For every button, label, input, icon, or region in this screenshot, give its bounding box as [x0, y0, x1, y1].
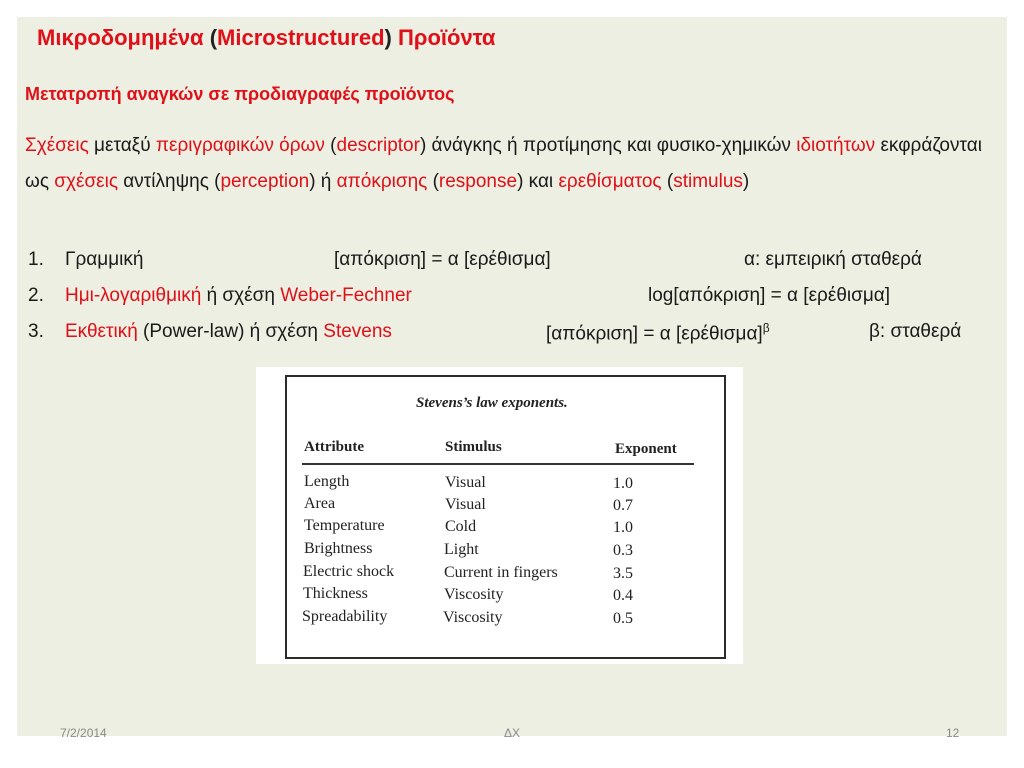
- footer-center: ΔΧ: [504, 726, 521, 740]
- table-cell: 3.5: [613, 565, 633, 582]
- footer-page-number: 12: [946, 726, 960, 740]
- list-item-text: Ημι-λογαριθμική ή σχέση Weber-Fechner: [65, 285, 412, 306]
- list-number: 1.: [28, 249, 44, 270]
- list-item-formula: [απόκριση] = α $[\varepsilon\rho έ\theta\iota\sigma\mu\alpha]^\beta$: [546, 321, 770, 345]
- table-cell: Current in fingers: [444, 564, 558, 581]
- table-cell: 0.4: [613, 587, 633, 604]
- table-cell: Light: [444, 541, 479, 558]
- table-cell: Viscosity: [444, 586, 504, 603]
- table-header-attribute: Attribute: [304, 439, 364, 455]
- list-item-text: Εκθετική (Power-law) ή σχέση Stevens: [65, 321, 392, 342]
- table-title: Stevens’s law exponents.: [416, 395, 568, 411]
- list-item-name: Γραμμική: [65, 249, 144, 270]
- intro-paragraph: Σχέσεις μεταξύ περιγραφικών όρων (descriptor) άνάγκης ή προτίμησης και φυσικο-χημικών ιδιοτήτων εκφράζονται ως σχέσεις αντίληψης (perception) ή απόκρισης (response) και ερεθίσματος (stimulus): [25, 135, 982, 192]
- stevens-table-image: [256, 367, 743, 664]
- footer-date: 7/2/2014: [60, 726, 107, 740]
- list-item-formula: [απόκριση] = α [ερέθισμα]: [334, 249, 551, 270]
- table-cell: Spreadability: [302, 608, 388, 625]
- table-cell: 0.5: [613, 610, 633, 627]
- list-item-note: α: εμπειρική σταθερά: [744, 249, 922, 270]
- table-cell: 0.3: [613, 542, 633, 559]
- table-rule: [302, 463, 694, 465]
- table-header-exponent: Exponent: [615, 441, 677, 457]
- table-cell: 1.0: [613, 475, 633, 492]
- table-cell: Length: [304, 473, 350, 490]
- slide-title: Μικροδομημένα (Microstructured) Προϊόντα: [37, 25, 496, 50]
- table-cell: Visual: [445, 496, 486, 513]
- table-cell: Brightness: [304, 540, 373, 557]
- table-cell: Visual: [445, 474, 486, 491]
- table-cell: Temperature: [304, 517, 385, 534]
- table-cell: Viscosity: [443, 609, 503, 626]
- list-item-formula: log[απόκριση] = α [ερέθισμα]: [648, 285, 891, 306]
- table-cell: 1.0: [613, 519, 633, 536]
- table-header-stimulus: Stimulus: [445, 439, 502, 455]
- table-cell: 0.7: [613, 497, 633, 514]
- list-number: 3.: [28, 321, 44, 342]
- table-cell: Cold: [445, 518, 477, 535]
- slide-subtitle: Μετατροπή αναγκών σε προδιαγραφές προϊόντος: [25, 84, 455, 104]
- list-number: 2.: [28, 285, 44, 306]
- list-item-note: β: σταθερά: [869, 321, 962, 342]
- table-cell: Thickness: [303, 585, 368, 602]
- table-cell: Area: [304, 495, 336, 512]
- table-cell: Electric shock: [303, 563, 395, 580]
